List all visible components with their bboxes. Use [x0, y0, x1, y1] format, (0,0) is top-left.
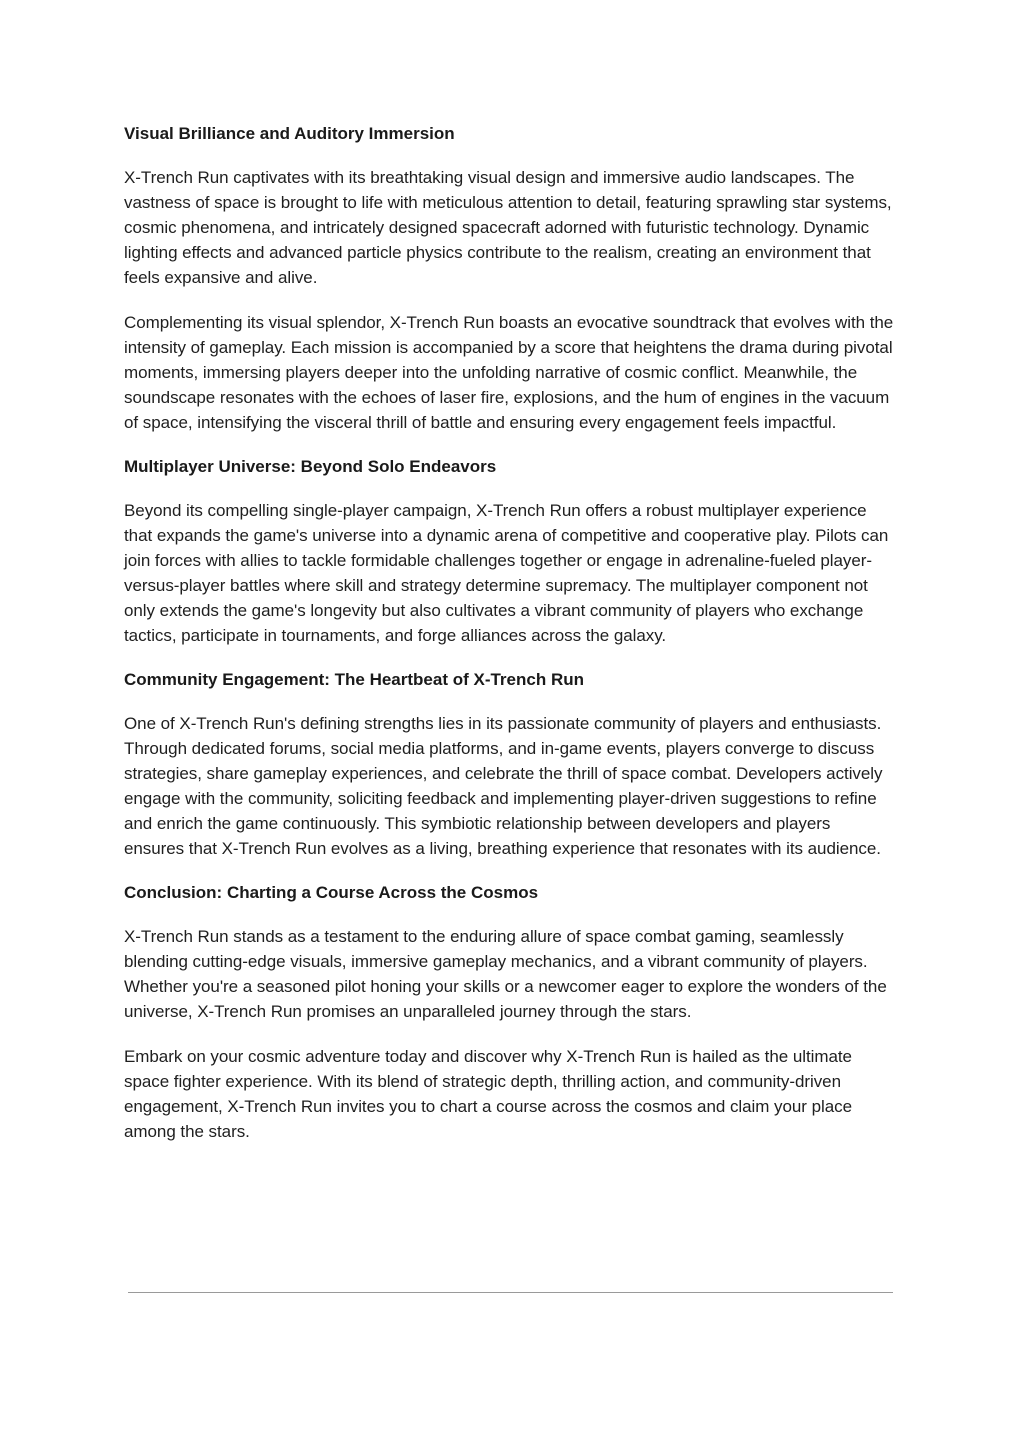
- section-heading-community: Community Engagement: The Heartbeat of X-Trench Run: [124, 670, 584, 689]
- section-heading-visual-brilliance: Visual Brilliance and Auditory Immersion: [124, 124, 455, 143]
- paragraph-community: One of X-Trench Run's defining strengths lies in its passionate community of players and enthusiasts. Through dedicated forums, social media platforms, and in-game events, players converge to discuss strategies, share gameplay experiences, and celebrate the thrill of space combat. Developers actively engage with the community, soliciting feedback and implementing player-driven suggestions to refine and enrich the game continuously. This symbiotic relationship between developers and players ensures that X-Trench Run evolves as a living, breathing experience that resonates with its audience.: [124, 714, 883, 858]
- paragraph-visual-design: X-Trench Run captivates with its breathtaking visual design and immersive audio landscapes. The vastness of space is brought to life with meticulous attention to detail, featuring sprawling star systems, cosmic phenomena, and intricately designed spacecraft adorned with futuristic technology. Dynamic lighting effects and advanced particle physics contribute to the realism, creating an environment that feels expansive and alive.: [124, 168, 892, 287]
- paragraph-soundtrack: Complementing its visual splendor, X-Trench Run boasts an evocative soundtrack that evolves with the intensity of gameplay. Each mission is accompanied by a score that heightens the drama during pivotal moments, immersing players deeper into the unfolding narrative of cosmic conflict. Meanwhile, the soundscape resonates with the echoes of laser fire, explosions, and the hum of engines in the vacuum of space, intensifying the visceral thrill of battle and ensuring every engagement feels impactful.: [124, 313, 894, 432]
- paragraph-multiplayer: Beyond its compelling single-player campaign, X-Trench Run offers a robust multiplayer experience that expands the game's universe into a dynamic arena of competitive and cooperative play. Pilots can join forces with allies to tackle formidable challenges together or engage in adrenaline-fueled player-versus-player battles where skill and strategy determine supremacy. The multiplayer component not only extends the game's longevity but also cultivates a vibrant community of players who exchange tactics, participate in tournaments, and forge alliances across the galaxy.: [124, 501, 889, 645]
- paragraph-conclusion: X-Trench Run stands as a testament to the enduring allure of space combat gaming, seamlessly blending cutting-edge visuals, immersive gameplay mechanics, and a vibrant community of players. Whether you're a seasoned pilot honing your skills or a newcomer eager to explore the wonders of the universe, X-Trench Run promises an unparalleled journey through the stars.: [124, 927, 887, 1021]
- paragraph-call-to-action: Embark on your cosmic adventure today and discover why X-Trench Run is hailed as the ultimate space fighter experience. With its blend of strategic depth, thrilling action, and community-driven engagement, X-Trench Run invites you to chart a course across the cosmos and claim your place among the stars.: [124, 1047, 852, 1141]
- document-body: [124, 122, 894, 1164]
- section-heading-multiplayer: Multiplayer Universe: Beyond Solo Endeavors: [124, 457, 497, 476]
- footer-divider: [128, 1292, 893, 1293]
- section-heading-conclusion: Conclusion: Charting a Course Across the Cosmos: [124, 883, 539, 902]
